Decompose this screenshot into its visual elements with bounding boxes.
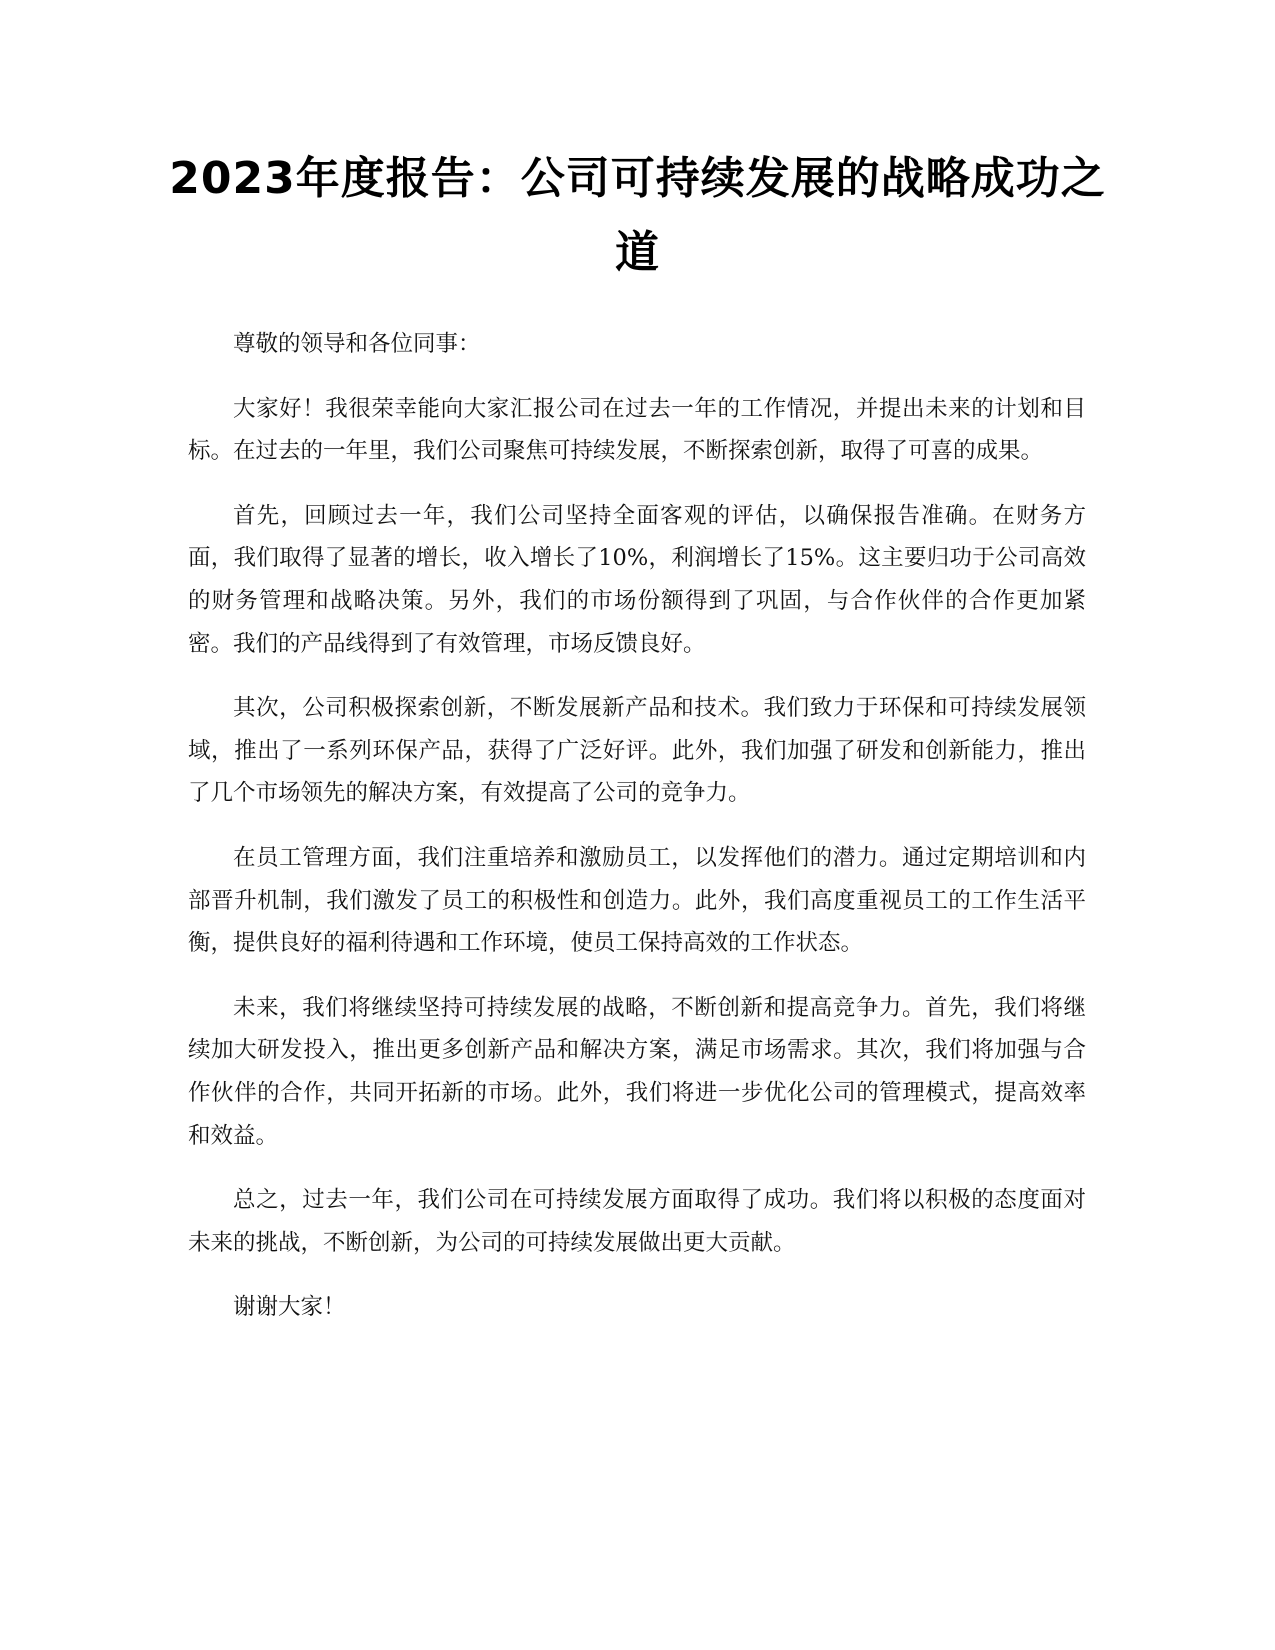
paragraph-summary: 总之，过去一年，我们公司在可持续发展方面取得了成功。我们将以积极的态度面对未来的挑战，不断创新，为公司的可持续发展做出更大贡献。: [188, 1187, 1086, 1256]
salutation: 尊敬的领导和各位同事：: [233, 331, 481, 357]
document-body: [188, 323, 1086, 1351]
paragraph-staff: 在员工管理方面，我们注重培养和激励员工，以发挥他们的潜力。通过定期培训和内部晋升机制，我们激发了员工的积极性和创造力。此外，我们高度重视员工的工作生活平衡，提供良好的福利待遇和工作环境，使员工保持高效的工作状态。: [188, 844, 1086, 957]
document-title: 2023年度报告：公司可持续发展的战略成功之道: [169, 153, 1106, 278]
paragraph-review: 首先，回顾过去一年，我们公司坚持全面客观的评估，以确保报告准确。在财务方面，我们取得了显著的增长，收入增长了10%，利润增长了15%。这主要归功于公司高效的财务管理和战略决策。另外，我们的市场份额得到了巩固，与合作伙伴的合作更加紧密。我们的产品线得到了有效管理，市场反馈良好。: [188, 502, 1086, 657]
paragraph-innovation: 其次，公司积极探索创新，不断发展新产品和技术。我们致力于环保和可持续发展领域，推出了一系列环保产品，获得了广泛好评。此外，我们加强了研发和创新能力，推出了几个市场领先的解决方案，有效提高了公司的竞争力。: [188, 695, 1086, 807]
closing: 谢谢大家！: [233, 1294, 346, 1321]
paragraph-intro: 大家好！我很荣幸能向大家汇报公司在过去一年的工作情况，并提出未来的计划和目标。在过去的一年里，我们公司聚焦可持续发展，不断探索创新，取得了可喜的成果。: [188, 395, 1086, 465]
paragraph-future: 未来，我们将继续坚持可持续发展的战略，不断创新和提高竞争力。首先，我们将继续加大研发投入，推出更多创新产品和解决方案，满足市场需求。其次，我们将加强与合作伙伴的合作，共同开拓新的市场。此外，我们将进一步优化公司的管理模式，提高效率和效益。: [188, 994, 1086, 1149]
